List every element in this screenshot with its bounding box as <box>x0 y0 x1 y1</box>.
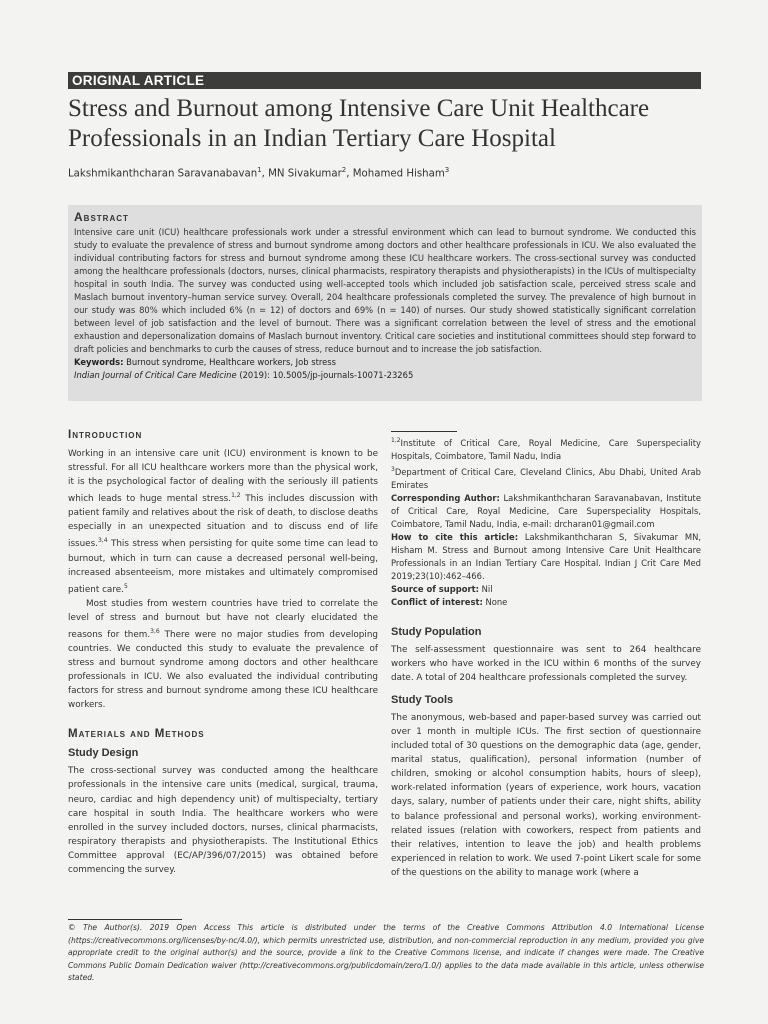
intro-text: There were no major studies from developing countries. We conducted this study to evaluate the prevalence of stress and burnout syndrome among doctors and other healthcare professionals in ICU. We also evaluated the individual contributing factors for stress and burnout syndrome among these ICU healthcare workers. <box>68 629 378 711</box>
intro-text: Most studies from western countries have tried to correlate the level of stress and burnout but have not clearly elucidated the reasons for them. <box>68 598 378 640</box>
corresponding-author-text: Lakshmikanthcharan Saravanabavan, Institute of Critical Care, Royal Medicine, Care Superspeciality Hospitals, Coimbatore, Tamil Nadu, India, e-mail: drcharan01@gmail.com <box>391 492 701 529</box>
conflict-label: Conflict of interest: <box>391 596 483 607</box>
intro-paragraph-1 <box>68 447 378 597</box>
intro-text: This stress when persisting for quite some time can lead to burnout, which in turn can cause a decreased personal well-being, increased absenteeism, more mistakes and ultimately compromised patient care. <box>68 539 378 595</box>
article-title: Stress and Burnout among Intensive Care Unit Healthcare Professionals in an Indian Tertiary Care Hospital <box>68 95 650 152</box>
intro-paragraph-2 <box>68 597 378 713</box>
conflict-text: None <box>485 596 508 607</box>
affiliation-divider <box>391 431 457 432</box>
intro-text: This includes discussion with patient family and relatives about the risk of death, to disclose deaths especially in an unexpected situation and to discuss end of life issues. <box>68 494 379 550</box>
affiliation-mark: 3 <box>391 465 395 473</box>
license-footer: © The Author(s). 2019 Open Access This article is distributed under the terms of the Creative Commons Attribution 4.0 International License (https://creativecommons.org/licenses/by-nc/4.0/), which permits unrestricted use, distribution, and non-commercial reproduction in any medium, provided you give appropriate credit to the original author(s) and the source, provide a link to the Creative Commons license, and indicate if changes were made. The Creative Commons Public Domain Dedication waiver (http://creativecommons.org/publicdomain/zero/1.0/) applies to the data made available in this article, unless otherwise stated. <box>68 923 704 983</box>
how-to-cite <box>391 531 701 583</box>
author-affiliation-mark: 2 <box>341 166 347 174</box>
affiliation-text: Institute of Critical Care, Royal Medicine, Care Superspeciality Hospitals, Coimbatore, Tamil Nadu, India <box>391 437 701 461</box>
footer-divider <box>68 919 182 920</box>
affiliation-mark: 1,2 <box>391 437 401 444</box>
author-list: Lakshmikanthcharan Saravanabavan$^1$, MN Sivakumar$^2$, Mohamed Hisham$^3$ <box>68 166 450 180</box>
abstract-box <box>68 205 702 401</box>
source-of-support <box>391 583 701 596</box>
affiliation-2 <box>391 463 701 492</box>
affiliation-1 <box>391 434 701 463</box>
doi: (2019): 10.5005/jp-journals-10071-23265 <box>239 370 414 380</box>
right-column <box>391 434 701 880</box>
how-to-cite-text: Lakshmikanthcharan S, Sivakumar MN, Hisham M. Stress and Burnout among Intensive Care Unit Healthcare Professionals in an Indian Tertiary Care Hospital. Indian J Crit Care Med 2019;23(10):462–466. <box>391 531 702 581</box>
article-type-banner: ORIGINAL ARTICLE <box>68 72 701 89</box>
author-name: Lakshmikanthcharan Saravanabavan <box>68 168 258 180</box>
corresponding-author-label: Corresponding Author: <box>391 492 500 503</box>
reference-mark: 5 <box>123 582 128 590</box>
reference-mark: 1,2 <box>231 492 241 500</box>
study-design-text: The cross-sectional survey was conducted among the healthcare professionals in the intensive care units (medical, surgical, trauma, neuro, cardiac and high dependency unit) of multispecialty, tertiary care hospital in south India. The healthcare workers who were enrolled in the survey included doctors, nurses, clinical pharmacists, respiratory therapists and physiotherapists. The Institutional Ethics Committee approval (EC/AP/396/07/2015) was obtained before commencing the survey. <box>68 766 378 876</box>
corresponding-author <box>391 492 701 531</box>
support-text: Nil <box>481 583 493 594</box>
methods-heading: Materials and Methods <box>68 728 205 741</box>
journal-name: Indian Journal of Critical Care Medicine <box>74 370 237 380</box>
abstract-heading: Abstract <box>74 210 129 224</box>
keywords-label: Keywords: <box>74 357 124 367</box>
author-affiliation-mark: 1 <box>257 166 262 174</box>
reference-mark: 3,4 <box>97 537 108 545</box>
reference-mark: 3,6 <box>150 627 160 635</box>
author-name: MN Sivakumar <box>268 168 342 180</box>
author-name: Mohamed Hisham <box>352 168 445 180</box>
intro-text: Working in an intensive care unit (ICU) environment is known to be stressful. For all ICU healthcare workers more than the physical work, it is the psychological factor of dealing with the seriously ill patients which leads to huge mental stress. <box>68 449 378 505</box>
conflict-of-interest <box>391 596 701 609</box>
journal-citation <box>74 369 696 382</box>
study-population-text: The self-assessment questionnaire was sent to 264 healthcare workers who have worked in the ICU within 6 months of the survey date. A total of 204 healthcare professionals completed the survey. <box>391 644 701 683</box>
abstract-text: Intensive care unit (ICU) healthcare professionals work under a stressful environment which can lead to burnout syndrome. We conducted this study to evaluate the prevalence of stress and burnout syndrome among doctors and other healthcare professionals in ICU. We also evaluated the individual contributing factors for stress and burnout syndrome among these ICU healthcare workers. The cross-sectional survey was conducted among the healthcare professionals (doctors, nurses, clinical pharmacists, respiratory therapists and physiotherapists) in the ICUs of multispecialty hospital in south India. The survey was conducted using well-accepted tools which included job satisfaction scale, perceived stress scale and Maslach burnout inventory–human service survey. Overall, 204 healthcare professionals completed the survey. The prevalence of high burnout in our study was 80% which included 6% (n = 12) of doctors and 69% (n = 140) of nurses. Our study showed statistically significant correlation between level of job satisfaction and the level of burnout. There was a significant correlation between the level of stress and the emotional exhaustion and depersonalization domains of Maslach burnout inventory. Critical care societies and institutional committees should step forward to draft policies and benchmarks to curb the causes of stress, reduce burnout and to increase the job satisfaction. <box>74 227 696 354</box>
affiliation-text: Department of Critical Care, Cleveland Clinics, Abu Dhabi, United Arab Emirates <box>391 466 701 490</box>
introduction-heading: Introduction <box>68 429 143 441</box>
author-affiliation-mark: 3 <box>444 166 450 174</box>
study-design-heading: Study Design <box>68 747 139 760</box>
study-tools-heading: Study Tools <box>391 693 454 706</box>
keywords <box>74 356 696 369</box>
left-column <box>68 427 378 877</box>
study-population-heading: Study Population <box>391 625 482 638</box>
study-tools-text: The anonymous, web-based and paper-based survey was carried out over 1 month in multiple ICUs. The first section of questionnaire included total of 30 questions on the demographic data (age, gender, marital status, qualification), personal information (number of children, smoking or alcohol consumption habits, hours of sleep), work-related information (years of experience, work hours, vacation days, salary, number of patients under their care, night shifts, ability to balance professional and personal works), working environment-related issues (relation with coworkers, respect from patients and their relatives, intention to leave the job) and health problems experienced in relation to work. We used 7-point Likert scale for some of the questions on the ability to manage work (where a <box>391 712 701 878</box>
how-to-cite-label: How to cite this article: <box>391 531 519 542</box>
support-label: Source of support: <box>391 583 479 594</box>
keywords-text: Burnout syndrome, Healthcare workers, Job stress <box>126 357 337 367</box>
